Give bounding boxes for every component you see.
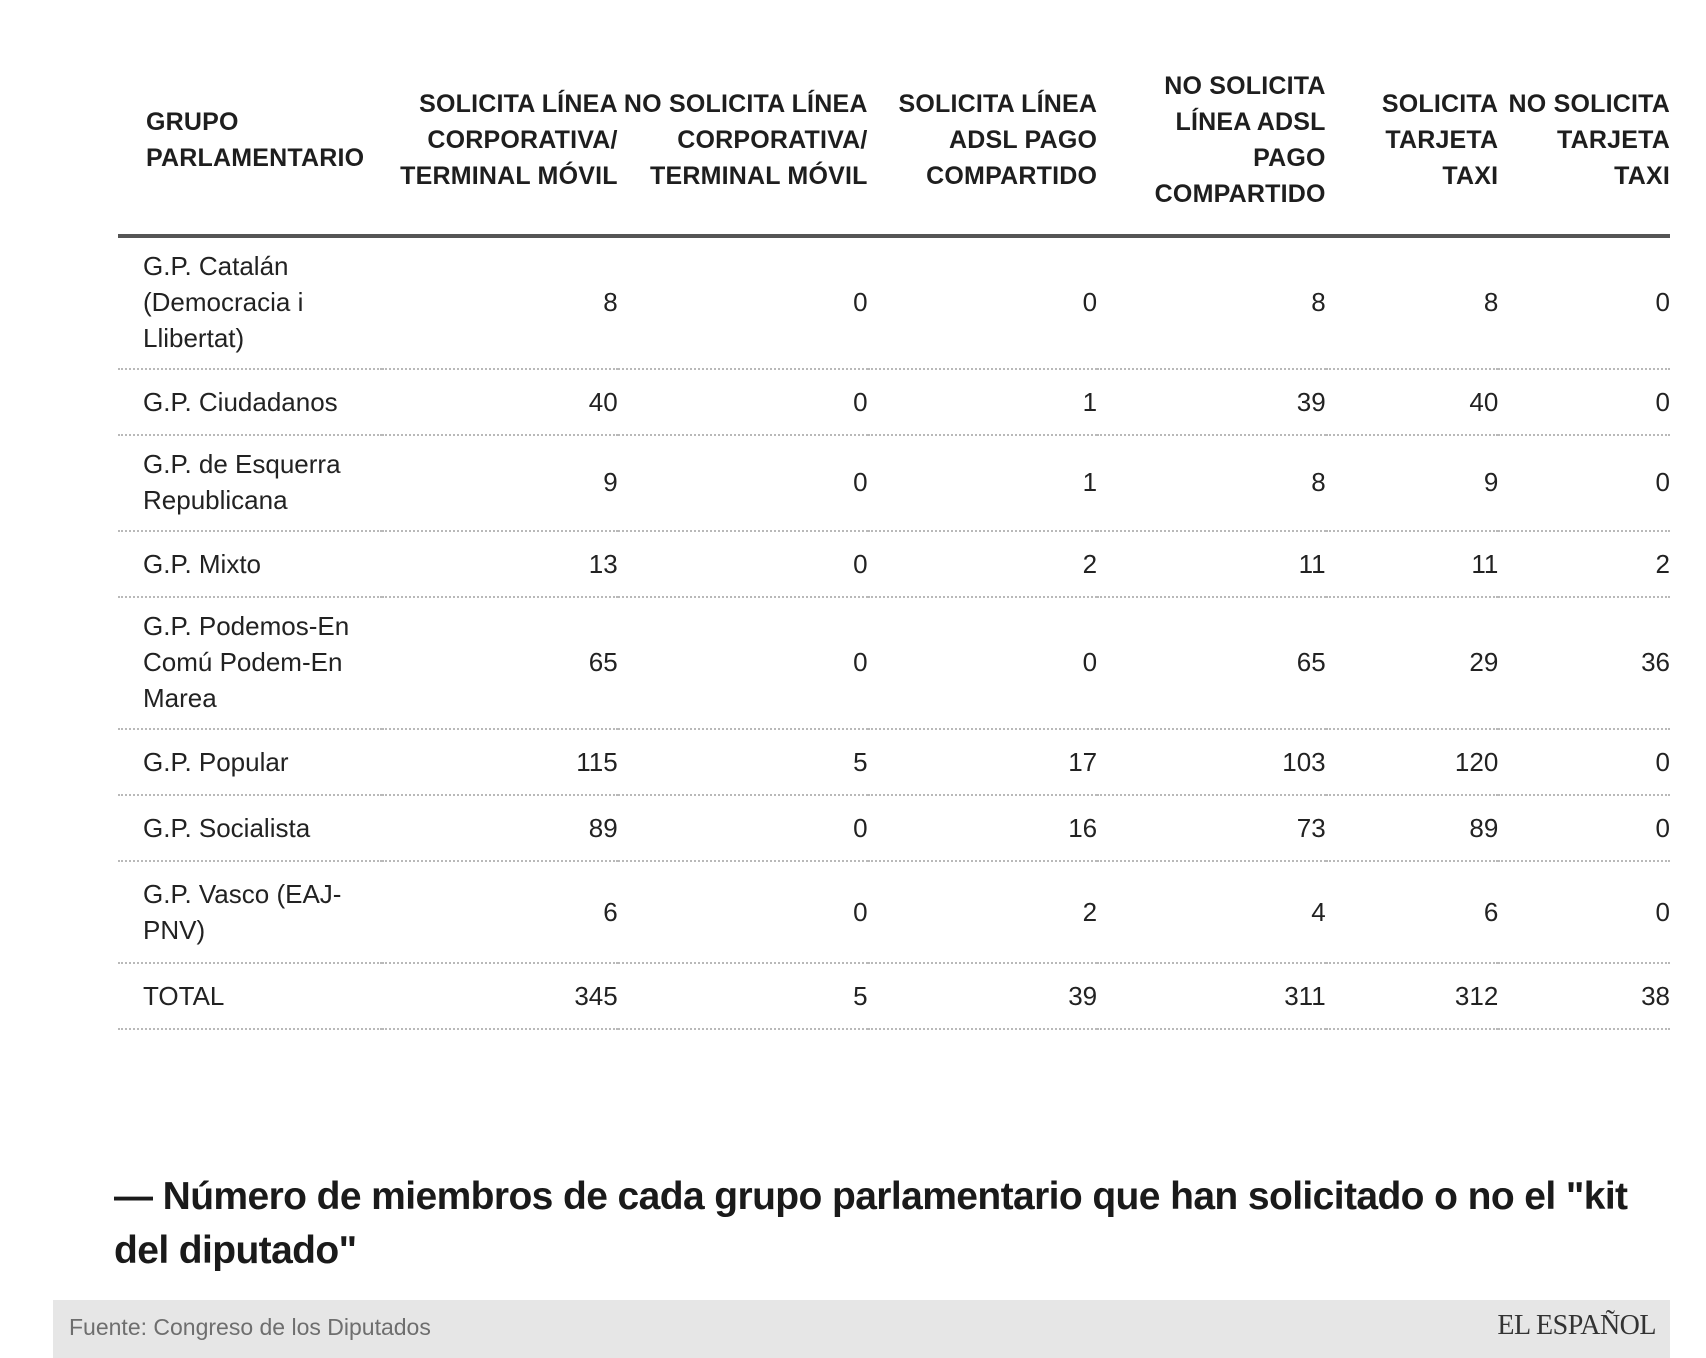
group-name-cell: G.P. Socialista <box>118 795 382 861</box>
group-name-cell: G.P. Catalán (Democracia i Llibertat) <box>118 236 382 369</box>
value-cell: 0 <box>868 236 1098 369</box>
table-row <box>118 597 1670 729</box>
group-name-cell: G.P. Popular <box>118 729 382 795</box>
value-cell: 0 <box>618 861 868 963</box>
value-cell: 5 <box>618 963 868 1029</box>
column-header: SOLICITA LÍNEA ADSL PAGO COMPARTIDO <box>868 52 1098 236</box>
group-name-cell: G.P. Podemos-En Comú Podem-En Marea <box>118 597 382 729</box>
table-row <box>118 795 1670 861</box>
header-row <box>118 52 1670 236</box>
total-row <box>118 963 1670 1029</box>
value-cell: 11 <box>1097 531 1326 597</box>
value-cell: 73 <box>1097 795 1326 861</box>
value-cell: 0 <box>618 795 868 861</box>
value-cell: 65 <box>382 597 618 729</box>
value-cell: 1 <box>868 435 1098 531</box>
table-row <box>118 236 1670 369</box>
table-row <box>118 435 1670 531</box>
value-cell: 65 <box>1097 597 1326 729</box>
column-header: NO SOLICITA LÍNEA CORPORATIVA/ TERMINAL MÓVIL <box>618 52 868 236</box>
value-cell: 11 <box>1326 531 1499 597</box>
value-cell: 8 <box>1326 236 1499 369</box>
value-cell: 0 <box>618 597 868 729</box>
group-name-cell: G.P. Vasco (EAJ-PNV) <box>118 861 382 963</box>
value-cell: 2 <box>1498 531 1670 597</box>
footer-bar <box>53 1300 1670 1358</box>
value-cell: 311 <box>1097 963 1326 1029</box>
value-cell: 103 <box>1097 729 1326 795</box>
value-cell: 8 <box>1097 435 1326 531</box>
source-text: Fuente: Congreso de los Diputados <box>69 1314 431 1340</box>
value-cell: 0 <box>618 236 868 369</box>
value-cell: 2 <box>868 861 1098 963</box>
value-cell: 9 <box>382 435 618 531</box>
value-cell: 0 <box>1498 236 1670 369</box>
value-cell: 1 <box>868 369 1098 435</box>
value-cell: 0 <box>1498 369 1670 435</box>
data-table <box>118 52 1670 1030</box>
value-cell: 5 <box>618 729 868 795</box>
table-row <box>118 531 1670 597</box>
column-header: GRUPO PARLAMENTARIO <box>118 52 382 236</box>
table-row <box>118 369 1670 435</box>
value-cell: 6 <box>382 861 618 963</box>
value-cell: 0 <box>1498 861 1670 963</box>
column-header: NO SOLICITA TARJETA TAXI <box>1498 52 1670 236</box>
value-cell: 29 <box>1326 597 1499 729</box>
table-body <box>118 236 1670 1029</box>
value-cell: 16 <box>868 795 1098 861</box>
column-header: NO SOLICITA LÍNEA ADSL PAGO COMPARTIDO <box>1097 52 1326 236</box>
value-cell: 13 <box>382 531 618 597</box>
column-header: SOLICITA TARJETA TAXI <box>1326 52 1499 236</box>
value-cell: 0 <box>618 531 868 597</box>
value-cell: 8 <box>1097 236 1326 369</box>
value-cell: 38 <box>1498 963 1670 1029</box>
value-cell: 40 <box>382 369 618 435</box>
value-cell: 0 <box>1498 729 1670 795</box>
column-header: SOLICITA LÍNEA CORPORATIVA/ TERMINAL MÓVIL <box>382 52 618 236</box>
group-name-cell: G.P. de Esquerra Republicana <box>118 435 382 531</box>
value-cell: 6 <box>1326 861 1499 963</box>
value-cell: 0 <box>618 435 868 531</box>
table-row <box>118 729 1670 795</box>
value-cell: 36 <box>1498 597 1670 729</box>
value-cell: 345 <box>382 963 618 1029</box>
value-cell: 2 <box>868 531 1098 597</box>
value-cell: 8 <box>382 236 618 369</box>
value-cell: 0 <box>1498 435 1670 531</box>
value-cell: 39 <box>868 963 1098 1029</box>
value-cell: 4 <box>1097 861 1326 963</box>
value-cell: 0 <box>1498 795 1670 861</box>
chart-title: — Número de miembros de cada grupo parlamentario que han solicitado o no el "kit del diputado" <box>114 1175 1628 1272</box>
value-cell: 39 <box>1097 369 1326 435</box>
value-cell: 115 <box>382 729 618 795</box>
value-cell: 0 <box>868 597 1098 729</box>
value-cell: 312 <box>1326 963 1499 1029</box>
value-cell: 9 <box>1326 435 1499 531</box>
value-cell: 17 <box>868 729 1098 795</box>
value-cell: 40 <box>1326 369 1499 435</box>
group-name-cell: G.P. Mixto <box>118 531 382 597</box>
group-name-cell: G.P. Ciudadanos <box>118 369 382 435</box>
value-cell: 89 <box>382 795 618 861</box>
value-cell: 89 <box>1326 795 1499 861</box>
value-cell: 0 <box>618 369 868 435</box>
table-row <box>118 861 1670 963</box>
brand-logo: EL ESPAÑOL <box>1497 1310 1656 1341</box>
value-cell: 120 <box>1326 729 1499 795</box>
group-name-cell: TOTAL <box>118 963 382 1029</box>
